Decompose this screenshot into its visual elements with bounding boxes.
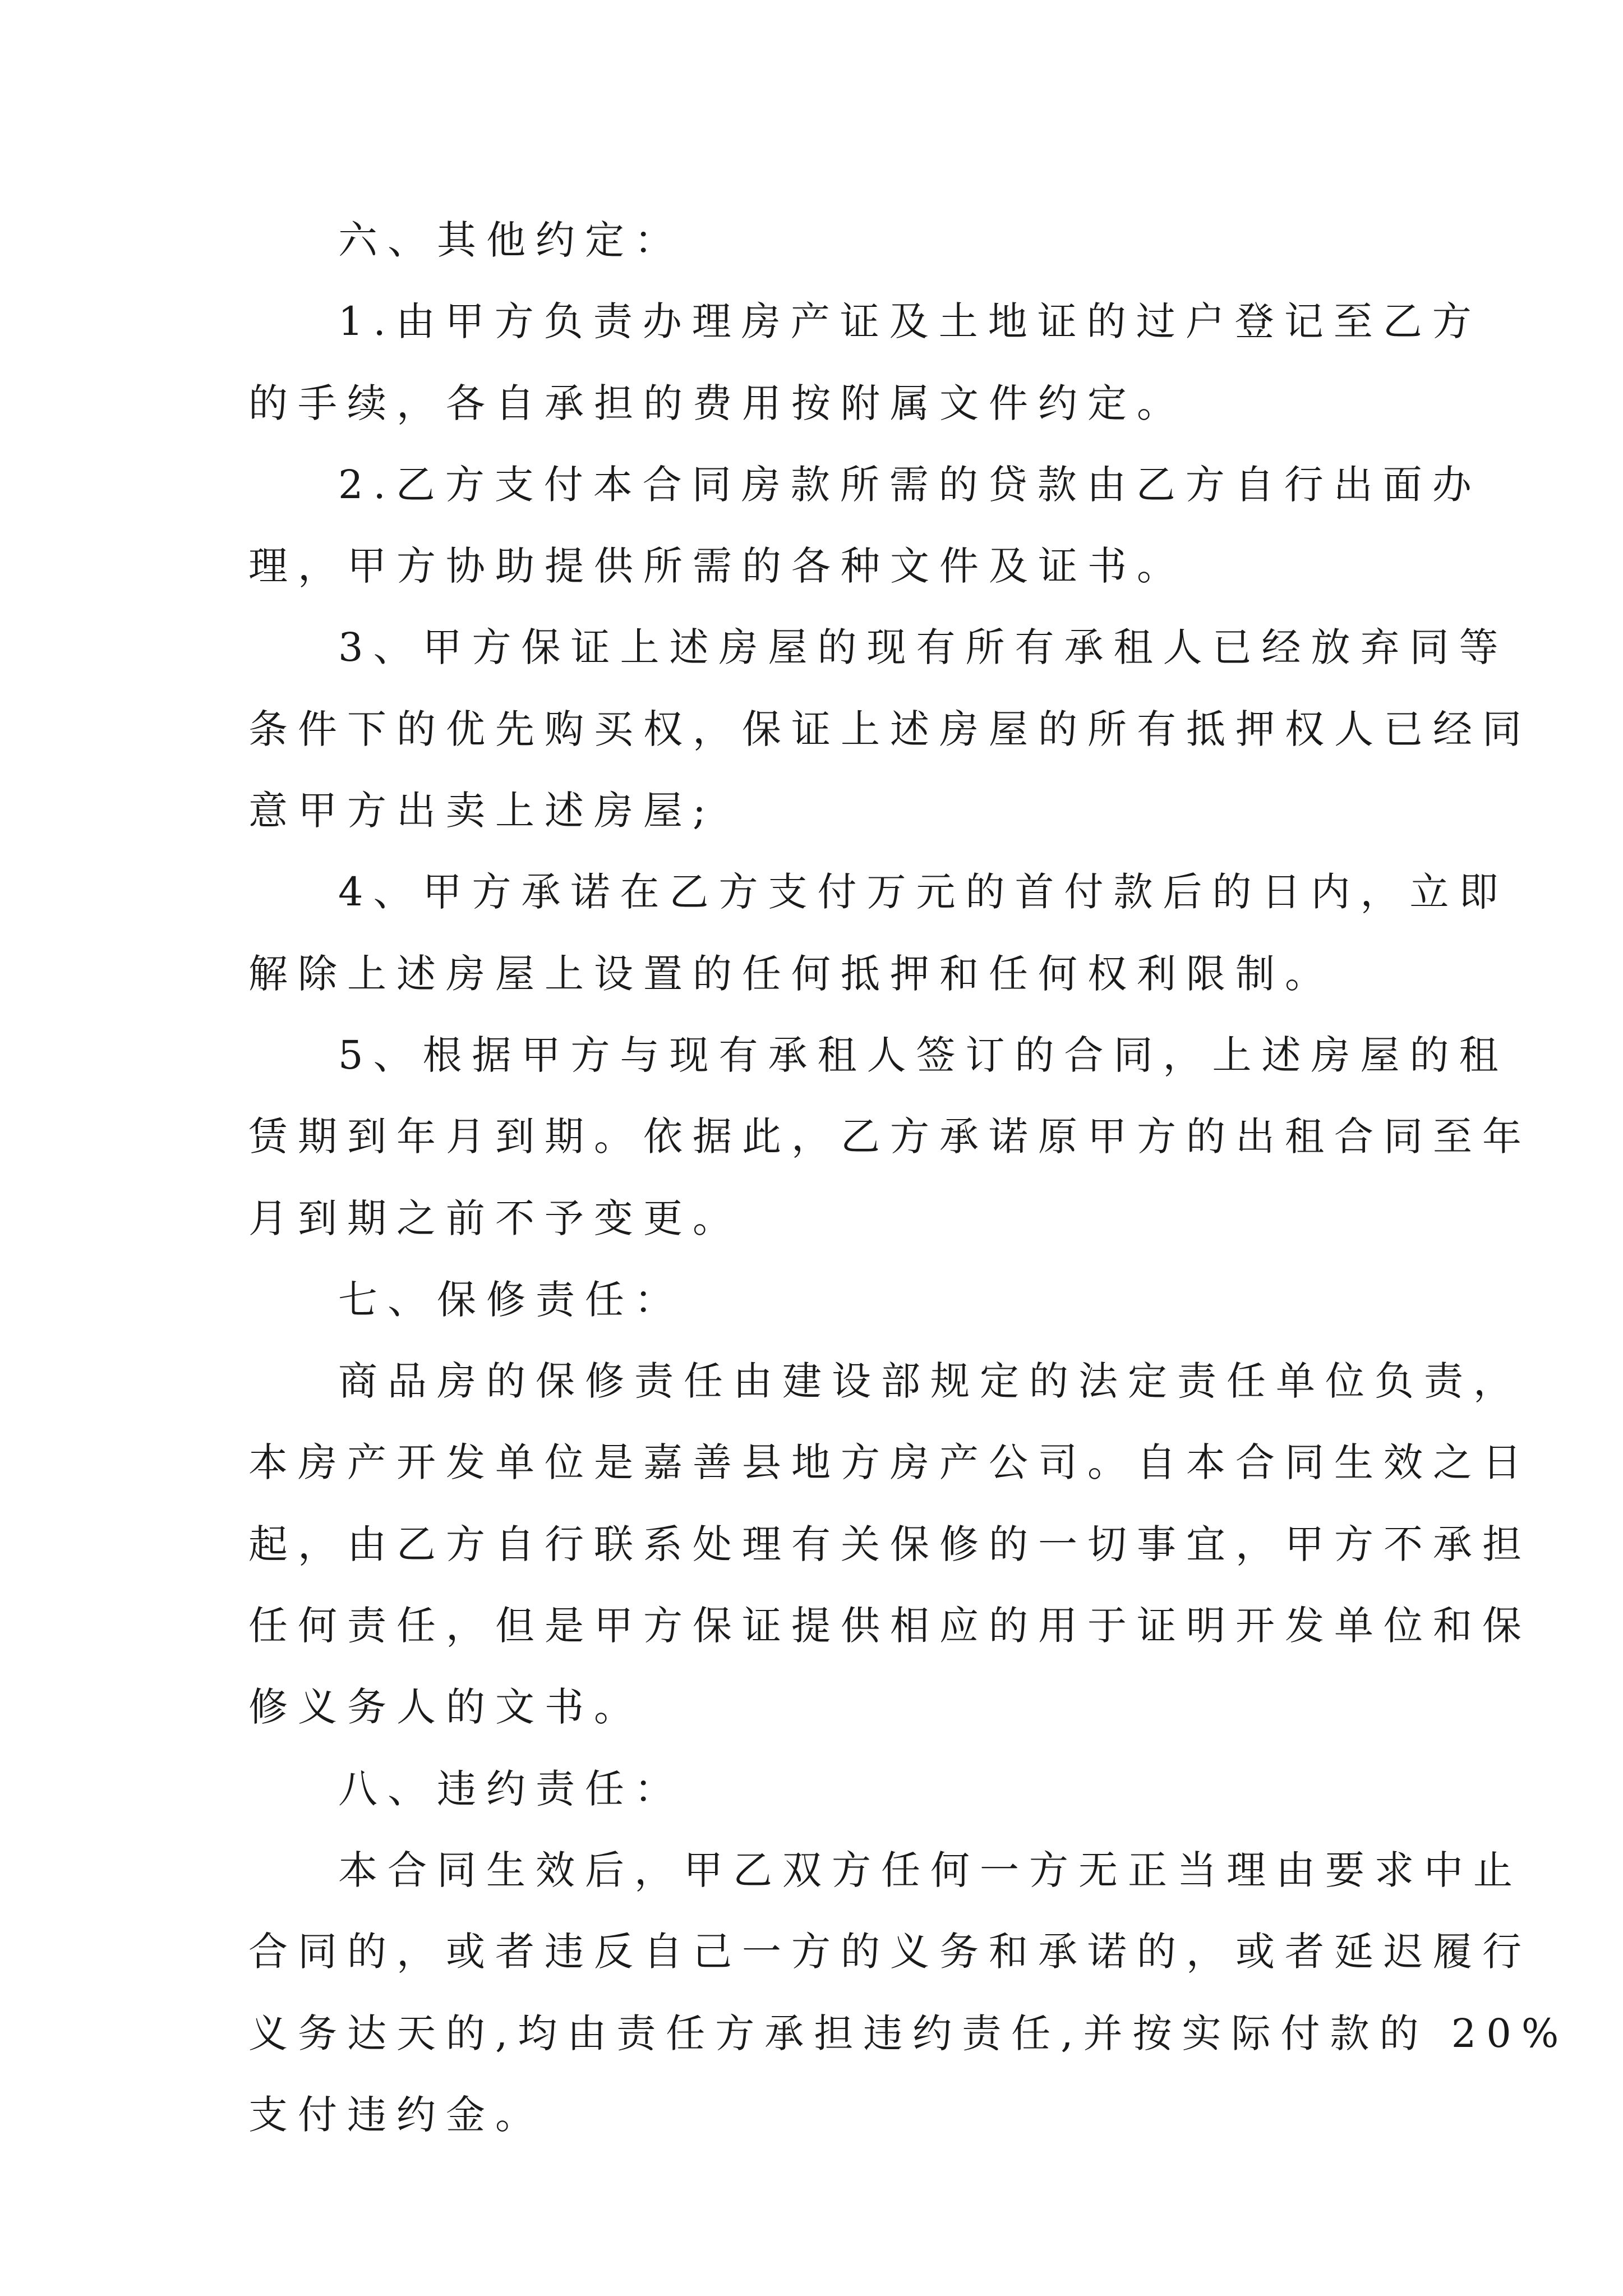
- paragraph-line: 本合同生效后，甲乙双方任何一方无正当理由要求中止: [338, 1847, 1523, 1893]
- paragraph-line: 义务达天的,均由责任方承担违约责任,并按实际付款的 20%: [248, 2010, 1569, 2056]
- paragraph-line: 理，甲方协助提供所需的各种文件及证书。: [248, 543, 1186, 590]
- paragraph-line: 赁期到年月到期。依据此，乙方承诺原甲方的出租合同至年: [248, 1114, 1532, 1160]
- paragraph-line: 起，由乙方自行联系处理有关保修的一切事宜，甲方不承担: [248, 1521, 1532, 1567]
- paragraph-line: 条件下的优先购买权，保证上述房屋的所有抵押权人已经同: [248, 706, 1532, 752]
- paragraph-line: 4、甲方承诺在乙方支付万元的首付款后的日内，立即: [338, 869, 1509, 915]
- section-heading-breach: 八、违约责任：: [338, 1765, 684, 1812]
- paragraph-line: 任何责任，但是甲方保证提供相应的用于证明开发单位和保: [248, 1603, 1532, 1649]
- section-heading-other-agreements: 六、其他约定：: [338, 217, 684, 263]
- paragraph-line: 解除上述房屋上设置的任何抵押和任何权利限制。: [248, 950, 1334, 997]
- paragraph-line: 支付违约金。: [248, 2091, 545, 2138]
- paragraph-line: 2.乙方支付本合同房款所需的贷款由乙方自行出面办: [338, 461, 1482, 508]
- paragraph-line: 本房产开发单位是嘉善县地方房产公司。自本合同生效之日: [248, 1439, 1532, 1486]
- paragraph-line: 商品房的保修责任由建设部规定的法定责任单位负责，: [338, 1358, 1523, 1405]
- paragraph-line: 合同的，或者违反自己一方的义务和承诺的，或者延迟履行: [248, 1929, 1532, 1975]
- paragraph-line: 意甲方出卖上述房屋;: [248, 788, 716, 834]
- paragraph-line: 5、根据甲方与现有承租人签订的合同，上述房屋的租: [338, 1032, 1509, 1078]
- document-body: [248, 200, 1569, 2156]
- section-heading-warranty: 七、保修责任：: [338, 1276, 684, 1323]
- paragraph-line: 1.由甲方负责办理房产证及土地证的过户登记至乙方: [338, 298, 1482, 345]
- paragraph-line: 月到期之前不予变更。: [248, 1195, 742, 1241]
- paragraph-line: 的手续，各自承担的费用按附属文件约定。: [248, 380, 1186, 426]
- paragraph-line: 3、甲方保证上述房屋的现有所有承租人已经放弃同等: [338, 624, 1509, 671]
- paragraph-line: 修义务人的文书。: [248, 1684, 643, 1731]
